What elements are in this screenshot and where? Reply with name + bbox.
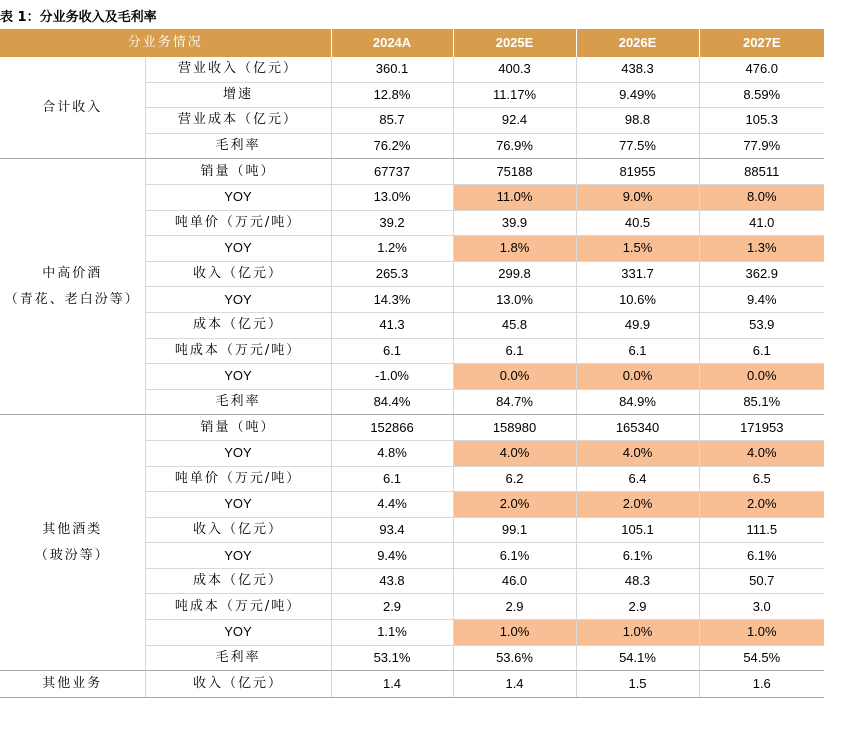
row-label: 销量（吨） [145, 159, 331, 185]
value-cell: 1.2% [331, 236, 453, 262]
value-cell: 77.9% [699, 133, 824, 159]
table-body [0, 57, 824, 698]
value-cell: 0.0% [699, 364, 824, 390]
value-cell: 85.7 [331, 108, 453, 134]
value-cell: 8.59% [699, 82, 824, 108]
table-title: 表 1：分业务收入及毛利率 [0, 10, 157, 25]
value-cell: 1.6 [699, 671, 824, 698]
row-label: 毛利率 [145, 389, 331, 415]
row-label: 销量（吨） [145, 415, 331, 441]
value-cell: 76.2% [331, 133, 453, 159]
table-row [0, 671, 824, 698]
value-cell: 6.1 [331, 338, 453, 364]
value-cell: 14.3% [331, 287, 453, 313]
value-cell: 1.3% [699, 236, 824, 262]
value-cell: 0.0% [576, 364, 699, 390]
value-cell: 1.5% [576, 236, 699, 262]
value-cell: 39.2 [331, 210, 453, 236]
segment-revenue-table [0, 29, 824, 698]
value-cell: 171953 [699, 415, 824, 441]
row-label: 吨单价（万元/吨） [145, 210, 331, 236]
value-cell: 1.0% [699, 620, 824, 646]
value-cell: 12.8% [331, 82, 453, 108]
value-cell: 77.5% [576, 133, 699, 159]
value-cell: 3.0 [699, 594, 824, 620]
value-cell: 85.1% [699, 389, 824, 415]
value-cell: 41.0 [699, 210, 824, 236]
row-label: 成本（亿元） [145, 312, 331, 338]
value-cell: 105.3 [699, 108, 824, 134]
value-cell: 54.1% [576, 645, 699, 671]
value-cell: 93.4 [331, 517, 453, 543]
value-cell: 53.9 [699, 312, 824, 338]
row-label: YOY [145, 287, 331, 313]
header-year: 2026E [576, 29, 699, 57]
value-cell: 299.8 [453, 261, 576, 287]
row-label: YOY [145, 236, 331, 262]
value-cell: 0.0% [453, 364, 576, 390]
value-cell: 438.3 [576, 57, 699, 82]
value-cell: 2.9 [576, 594, 699, 620]
row-label: YOY [145, 184, 331, 210]
value-cell: 92.4 [453, 108, 576, 134]
value-cell: 54.5% [699, 645, 824, 671]
value-cell: 2.0% [699, 492, 824, 518]
value-cell: 4.8% [331, 440, 453, 466]
value-cell: 4.0% [576, 440, 699, 466]
value-cell: 152866 [331, 415, 453, 441]
row-label: 毛利率 [145, 645, 331, 671]
group-name-line: 合计收入 [42, 99, 103, 115]
value-cell: 75188 [453, 159, 576, 185]
value-cell: 9.4% [331, 543, 453, 569]
group-name-line: （青花、老白汾等） [4, 291, 140, 307]
row-label: 收入（亿元） [145, 671, 331, 698]
value-cell: 8.0% [699, 184, 824, 210]
value-cell: 6.4 [576, 466, 699, 492]
value-cell: 1.5 [576, 671, 699, 698]
row-label: YOY [145, 492, 331, 518]
value-cell: 400.3 [453, 57, 576, 82]
value-cell: 1.1% [331, 620, 453, 646]
value-cell: 331.7 [576, 261, 699, 287]
header-year: 2025E [453, 29, 576, 57]
row-label: YOY [145, 364, 331, 390]
value-cell: 45.8 [453, 312, 576, 338]
group-name [0, 415, 145, 671]
value-cell: 1.8% [453, 236, 576, 262]
value-cell: 4.0% [699, 440, 824, 466]
value-cell: 1.0% [576, 620, 699, 646]
value-cell: 88511 [699, 159, 824, 185]
group-name [0, 57, 145, 159]
value-cell: 9.4% [699, 287, 824, 313]
value-cell: 13.0% [453, 287, 576, 313]
value-cell: 362.9 [699, 261, 824, 287]
value-cell: 84.7% [453, 389, 576, 415]
value-cell: 84.9% [576, 389, 699, 415]
value-cell: 99.1 [453, 517, 576, 543]
value-cell: 1.4 [331, 671, 453, 698]
group-name-line: 其他酒类 [42, 521, 103, 537]
value-cell: 49.9 [576, 312, 699, 338]
row-label: YOY [145, 440, 331, 466]
header-year: 2027E [699, 29, 824, 57]
value-cell: 11.17% [453, 82, 576, 108]
row-label: 吨成本（万元/吨） [145, 338, 331, 364]
value-cell: 6.1 [453, 338, 576, 364]
group-name [0, 671, 145, 698]
value-cell: 105.1 [576, 517, 699, 543]
value-cell: -1.0% [331, 364, 453, 390]
value-cell: 111.5 [699, 517, 824, 543]
value-cell: 4.4% [331, 492, 453, 518]
value-cell: 67737 [331, 159, 453, 185]
value-cell: 41.3 [331, 312, 453, 338]
value-cell: 476.0 [699, 57, 824, 82]
value-cell: 360.1 [331, 57, 453, 82]
value-cell: 158980 [453, 415, 576, 441]
value-cell: 6.1 [699, 338, 824, 364]
value-cell: 6.1% [576, 543, 699, 569]
value-cell: 4.0% [453, 440, 576, 466]
row-label: YOY [145, 620, 331, 646]
value-cell: 2.0% [576, 492, 699, 518]
value-cell: 11.0% [453, 184, 576, 210]
value-cell: 40.5 [576, 210, 699, 236]
row-label: 吨单价（万元/吨） [145, 466, 331, 492]
table-row [0, 159, 824, 185]
row-label: 收入（亿元） [145, 261, 331, 287]
row-label: 毛利率 [145, 133, 331, 159]
header-segment: 分业务情况 [0, 29, 331, 57]
value-cell: 6.5 [699, 466, 824, 492]
value-cell: 6.2 [453, 466, 576, 492]
value-cell: 9.0% [576, 184, 699, 210]
table-row [0, 57, 824, 82]
header-year: 2024A [331, 29, 453, 57]
row-label: 收入（亿元） [145, 517, 331, 543]
row-label: 营业成本（亿元） [145, 108, 331, 134]
group-name-line: 中高价酒 [42, 265, 103, 281]
value-cell: 9.49% [576, 82, 699, 108]
value-cell: 6.1 [576, 338, 699, 364]
value-cell: 6.1% [453, 543, 576, 569]
value-cell: 1.4 [453, 671, 576, 698]
value-cell: 6.1% [699, 543, 824, 569]
value-cell: 43.8 [331, 568, 453, 594]
row-label: YOY [145, 543, 331, 569]
value-cell: 2.9 [331, 594, 453, 620]
group-name-line: 其他业务 [42, 676, 103, 692]
value-cell: 76.9% [453, 133, 576, 159]
value-cell: 13.0% [331, 184, 453, 210]
group-name-line: （玻汾等） [34, 547, 110, 563]
table-row [0, 415, 824, 441]
value-cell: 46.0 [453, 568, 576, 594]
row-label: 吨成本（万元/吨） [145, 594, 331, 620]
value-cell: 10.6% [576, 287, 699, 313]
value-cell: 6.1 [331, 466, 453, 492]
value-cell: 84.4% [331, 389, 453, 415]
value-cell: 2.0% [453, 492, 576, 518]
value-cell: 53.1% [331, 645, 453, 671]
value-cell: 2.9 [453, 594, 576, 620]
group-name [0, 159, 145, 415]
value-cell: 98.8 [576, 108, 699, 134]
value-cell: 50.7 [699, 568, 824, 594]
value-cell: 39.9 [453, 210, 576, 236]
value-cell: 53.6% [453, 645, 576, 671]
value-cell: 265.3 [331, 261, 453, 287]
value-cell: 48.3 [576, 568, 699, 594]
value-cell: 1.0% [453, 620, 576, 646]
row-label: 增速 [145, 82, 331, 108]
row-label: 成本（亿元） [145, 568, 331, 594]
header-row [0, 29, 824, 57]
row-label: 营业收入（亿元） [145, 57, 331, 82]
value-cell: 165340 [576, 415, 699, 441]
value-cell: 81955 [576, 159, 699, 185]
